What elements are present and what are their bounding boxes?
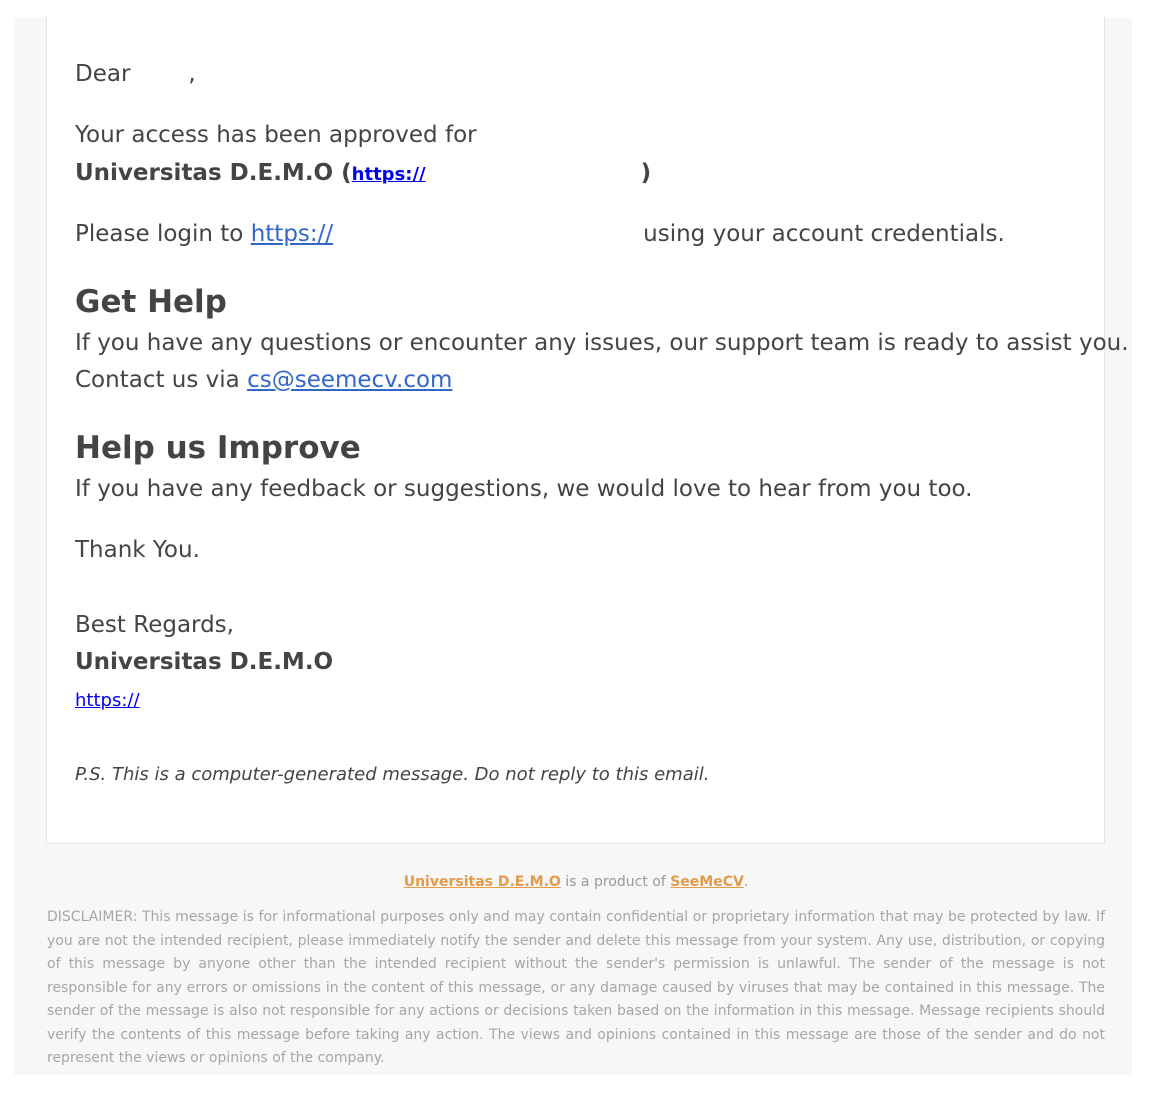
brand-link[interactable]: SeeMeCV: [670, 874, 744, 890]
login-prefix: Please login to: [75, 221, 244, 247]
greeting: [75, 56, 196, 93]
login-url-link[interactable]: https://: [250, 221, 334, 247]
org-open-paren: (: [341, 160, 352, 186]
improve-text: If you have any feedback or suggestions, we would love to hear from you too.: [75, 476, 973, 502]
signature-link-line: [75, 684, 140, 716]
greeting-suffix: ,: [188, 61, 196, 87]
product-name-link[interactable]: Universitas D.E.M.O: [403, 874, 561, 890]
contact-line: [75, 362, 452, 399]
thank-you-text: Thank You.: [75, 537, 200, 563]
signature-url-link[interactable]: https://: [75, 690, 140, 711]
product-line: [47, 870, 1105, 894]
get-help-text: If you have any questions or encounter any issues, our support team is ready to assist you.: [75, 330, 1129, 356]
email-footer: [47, 870, 1105, 1071]
brand-suffix: .: [743, 874, 749, 890]
ps-note: P.S. This is a computer-generated message. Do not reply to this email.: [75, 764, 710, 785]
access-approved-text: Your access has been approved for: [75, 122, 477, 148]
greeting-prefix: Dear: [75, 61, 131, 87]
email-card: [46, 16, 1129, 844]
improve-heading: Help us Improve: [75, 430, 361, 466]
login-suffix: using your account credentials.: [643, 221, 1005, 247]
disclaimer-text: DISCLAIMER: This message is for informational purposes only and may contain confidential or proprietary information that may be protected by law. If you are not the intended recipient, please immediately notify the sender and delete this message from your system. Any use, distribution, or copying of this message by anyone other than the intended recipient without the sender's permission is unlawful. The sender of the message is not responsible for any errors or omissions in the content of this message, or any damage caused by viruses that may be contained in this message. The sender of the message is also not responsible for any actions or decisions taken based on the information in this message. Message recipients should verify the contents of this message before taking any action. The views and opinions contained in this message are those of the sender and do not represent the views or opinions of the company.: [47, 909, 1105, 1066]
org-close-paren: ): [640, 160, 652, 186]
get-help-heading: Get Help: [75, 284, 227, 320]
contact-prefix: Contact us via: [75, 367, 240, 393]
support-email-link[interactable]: cs@seemecv.com: [247, 367, 453, 393]
product-middle-text: is a product of: [565, 874, 666, 890]
best-regards-text: Best Regards,: [75, 612, 234, 638]
org-name: Universitas D.E.M.O: [75, 160, 334, 186]
login-line: [75, 216, 1005, 253]
org-url-link[interactable]: https://: [351, 164, 426, 185]
signature-name: Universitas D.E.M.O: [75, 649, 334, 675]
org-line: [75, 155, 651, 193]
email-wrapper: [14, 18, 1132, 1075]
